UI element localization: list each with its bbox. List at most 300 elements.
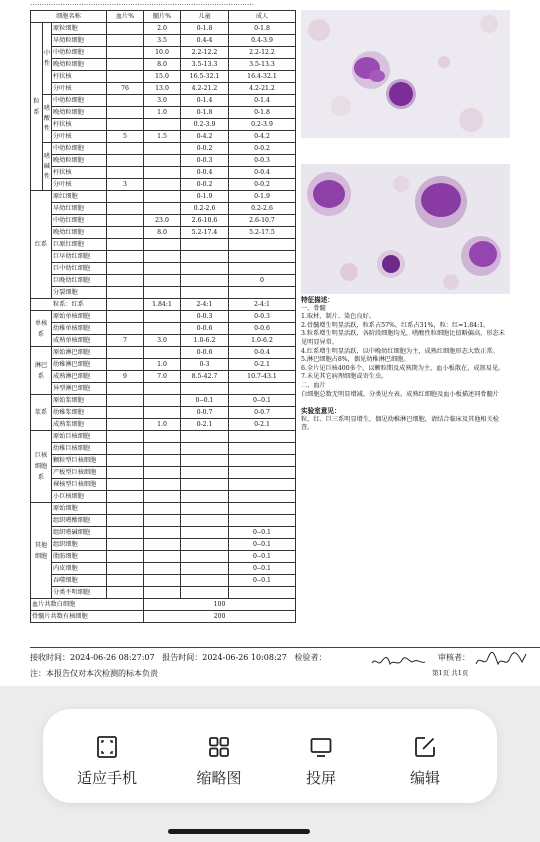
table-row bbox=[31, 83, 296, 95]
cell-value bbox=[107, 431, 144, 443]
cell-value bbox=[107, 215, 144, 227]
marrow-cell-image-1 bbox=[301, 10, 510, 138]
table-row bbox=[31, 131, 296, 143]
edit-button[interactable] bbox=[375, 709, 475, 803]
cell-value bbox=[107, 71, 144, 83]
cell-value: 1.0 bbox=[144, 107, 181, 119]
table-row bbox=[31, 203, 296, 215]
cell-value bbox=[107, 539, 144, 551]
table-row bbox=[31, 71, 296, 83]
cell-value: 8.5-42.7 bbox=[181, 371, 229, 383]
cell-value bbox=[229, 239, 296, 251]
table-row bbox=[31, 35, 296, 47]
cell-name: 巨早幼红细胞 bbox=[52, 251, 107, 263]
table-row bbox=[31, 47, 296, 59]
cell-value: 5.2-17.4 bbox=[181, 227, 229, 239]
cell-name: 晚幼粒细胞 bbox=[52, 155, 107, 167]
desc-line: 2.骨髓增生明显活跃，粒系占57%，红系占31%，粒：红=1.84:1。 bbox=[301, 321, 490, 329]
table-row bbox=[31, 431, 296, 443]
cell-name: 脂肪细胞 bbox=[52, 551, 107, 563]
cell-value bbox=[107, 527, 144, 539]
opinion-title: 实验室意见： bbox=[301, 407, 341, 416]
fit-screen-icon bbox=[95, 735, 119, 759]
cell-value: 0-0.4 bbox=[229, 347, 296, 359]
table-row bbox=[31, 443, 296, 455]
cell-value bbox=[144, 179, 181, 191]
cell-value bbox=[144, 395, 181, 407]
table-row bbox=[31, 263, 296, 275]
feature-title: 特征描述： bbox=[301, 296, 334, 304]
auditor-signature bbox=[474, 650, 528, 676]
cell-value: 0 bbox=[229, 275, 296, 287]
cell-name: 原红细胞 bbox=[52, 191, 107, 203]
cell-value bbox=[107, 59, 144, 71]
cell-value bbox=[107, 239, 144, 251]
toolbar-label: 编辑 bbox=[409, 769, 440, 787]
cell-value bbox=[107, 503, 144, 515]
cell-value bbox=[181, 563, 229, 575]
cell-value bbox=[181, 491, 229, 503]
cell-value: 0--0.1 bbox=[181, 395, 229, 407]
cell-value bbox=[144, 167, 181, 179]
cell-value bbox=[107, 191, 144, 203]
cell-name: 杆状核 bbox=[52, 71, 107, 83]
thumbnail-button[interactable] bbox=[169, 709, 269, 803]
cell-value: 76 bbox=[107, 83, 144, 95]
cell-value bbox=[144, 551, 181, 563]
cell-value bbox=[229, 443, 296, 455]
col-header: 成人 bbox=[229, 11, 296, 23]
table-row bbox=[31, 527, 296, 539]
cell-value: 0-0.3 bbox=[181, 311, 229, 323]
cell-value: 0-0.2 bbox=[181, 179, 229, 191]
cell-value: 3.5-13.3 bbox=[229, 59, 296, 71]
cell-value: 0-0.4 bbox=[229, 167, 296, 179]
cell-name: 中幼粒细胞 bbox=[52, 95, 107, 107]
cell-value: 0-0.4 bbox=[181, 167, 229, 179]
cell-value: 0--0.1 bbox=[229, 539, 296, 551]
cell-name: 组织嗜酸细胞 bbox=[52, 515, 107, 527]
cell-value: 1.0-6.2 bbox=[229, 335, 296, 347]
table-total-row bbox=[31, 611, 296, 623]
cell-value bbox=[144, 443, 181, 455]
cell-name: 分叶核 bbox=[52, 179, 107, 191]
cell-name: 组织细胞 bbox=[52, 539, 107, 551]
cell-name: 杆状核 bbox=[52, 119, 107, 131]
cell-value bbox=[144, 539, 181, 551]
table-row bbox=[31, 503, 296, 515]
cell-value bbox=[229, 587, 296, 599]
cell-value bbox=[229, 467, 296, 479]
desc-line: 7.未见其它病理细胞或寄生虫。 bbox=[301, 373, 388, 381]
table-row bbox=[31, 155, 296, 167]
cell-value bbox=[144, 383, 181, 395]
cell-value bbox=[144, 251, 181, 263]
cell-value bbox=[107, 563, 144, 575]
cell-value: 0-4.2 bbox=[181, 131, 229, 143]
table-row bbox=[31, 491, 296, 503]
cell-name: 组织嗜碱细胞 bbox=[52, 527, 107, 539]
cell-value bbox=[107, 323, 144, 335]
cell-value bbox=[144, 491, 181, 503]
toolbar-label: 缩略图 bbox=[196, 769, 242, 787]
cell-value bbox=[181, 479, 229, 491]
cell-name: 原始细胞 bbox=[52, 503, 107, 515]
cell-value: 0-0.6 bbox=[181, 347, 229, 359]
cell-value bbox=[107, 95, 144, 107]
cell-value bbox=[144, 455, 181, 467]
subgroup-label: 嗜碱性 bbox=[43, 143, 52, 191]
cell-value bbox=[107, 479, 144, 491]
table-row bbox=[31, 95, 296, 107]
cell-value bbox=[144, 515, 181, 527]
cell-name: 分叶核 bbox=[52, 131, 107, 143]
cell-name: 分类不明细胞 bbox=[52, 587, 107, 599]
footer-note: 注：本报告仅对本次检测的标本负责 bbox=[30, 669, 158, 678]
cell-value: 0.4-4 bbox=[181, 35, 229, 47]
cell-value: 0-2.1 bbox=[229, 419, 296, 431]
cell-value: 0-0.3 bbox=[229, 311, 296, 323]
table-row bbox=[31, 455, 296, 467]
table-row bbox=[31, 251, 296, 263]
cell-value bbox=[229, 479, 296, 491]
cell-value bbox=[144, 479, 181, 491]
cell-value: 0.2-2.6 bbox=[181, 203, 229, 215]
cell-value bbox=[107, 203, 144, 215]
cell-value: 2.2-12.2 bbox=[229, 47, 296, 59]
cell-value bbox=[229, 455, 296, 467]
cell-value: 7 bbox=[107, 335, 144, 347]
cell-value: 0-0.6 bbox=[181, 323, 229, 335]
table-row bbox=[31, 23, 296, 35]
cell-name: 早幼红细胞 bbox=[52, 203, 107, 215]
bottom-toolbar bbox=[43, 709, 497, 803]
table-row bbox=[31, 227, 296, 239]
toolbar-label: 适应手机 bbox=[76, 769, 137, 787]
cell-value: 0-0.7 bbox=[229, 407, 296, 419]
desc-line: 5.淋巴细胞占8%，偶见幼稚淋巴细胞。 bbox=[301, 356, 410, 364]
cell-value bbox=[181, 455, 229, 467]
cell-name: 粒系：红系 bbox=[31, 299, 107, 311]
cell-value: 0.2-2.6 bbox=[229, 203, 296, 215]
cell-value: 0--0.1 bbox=[229, 575, 296, 587]
page-info: 第1页 共1页 bbox=[432, 669, 469, 677]
table-total-row bbox=[31, 599, 296, 611]
cell-name: 巨中幼红细胞 bbox=[52, 263, 107, 275]
cell-name: 原粒细胞 bbox=[52, 23, 107, 35]
table-row bbox=[31, 407, 296, 419]
cell-value bbox=[144, 239, 181, 251]
cell-value: 0-0.2 bbox=[181, 143, 229, 155]
table-row bbox=[31, 191, 296, 203]
cell-value bbox=[229, 251, 296, 263]
cell-name: 吞噬细胞 bbox=[52, 575, 107, 587]
table-row bbox=[31, 587, 296, 599]
cell-value: 0.4-3.9 bbox=[229, 35, 296, 47]
cell-value: 0--0.1 bbox=[229, 563, 296, 575]
cell-value bbox=[107, 467, 144, 479]
cell-value bbox=[107, 395, 144, 407]
cell-value: 0-0.2 bbox=[229, 179, 296, 191]
cell-value bbox=[181, 239, 229, 251]
cell-value: 1.84:1 bbox=[144, 299, 181, 311]
cell-value bbox=[107, 35, 144, 47]
cell-value: 9 bbox=[107, 371, 144, 383]
desc-line: 4.红系增生明显活跃，以中晚幼红细胞为主，成熟红细胞形态大致正常。 bbox=[301, 347, 499, 355]
table-row bbox=[31, 575, 296, 587]
table-header-row bbox=[31, 11, 296, 23]
cell-name: 原始淋巴细胞 bbox=[52, 347, 107, 359]
cell-value bbox=[107, 47, 144, 59]
cell-name: 成熟浆细胞 bbox=[52, 419, 107, 431]
cell-value bbox=[181, 503, 229, 515]
cell-value bbox=[181, 383, 229, 395]
cell-value bbox=[107, 107, 144, 119]
receive-label: 接收时间： bbox=[30, 653, 70, 662]
cell-value bbox=[181, 551, 229, 563]
cell-value: 3.5-13.3 bbox=[181, 59, 229, 71]
cell-value: 0.2-3.9 bbox=[181, 119, 229, 131]
header-cut-text: …………………………………………………………………………………… bbox=[30, 0, 254, 6]
cell-value: 0-0.3 bbox=[229, 155, 296, 167]
opinion-text: 粒、红、巨三系明显增生，偶见幼稚淋巴细胞，请结合临床及其他相关检查。 bbox=[301, 415, 499, 432]
subgroup-label: 中性 bbox=[43, 23, 52, 95]
cell-value bbox=[229, 503, 296, 515]
group-label: 其他细胞 bbox=[31, 503, 52, 599]
total-value: 100 bbox=[144, 599, 296, 611]
cell-name: 原始巨核细胞 bbox=[52, 431, 107, 443]
cell-name: 裸核型巨核细胞 bbox=[52, 479, 107, 491]
footer-times bbox=[30, 652, 327, 663]
table-row bbox=[31, 419, 296, 431]
cell-value: 1.5 bbox=[144, 131, 181, 143]
cell-value: 0-0.7 bbox=[181, 407, 229, 419]
table-row bbox=[31, 311, 296, 323]
toolbar-label: 投屏 bbox=[305, 769, 336, 787]
cell-value: 1.0 bbox=[144, 359, 181, 371]
cell-value bbox=[144, 587, 181, 599]
cell-value: 2.6-10.7 bbox=[229, 215, 296, 227]
cell-name: 晚幼红细胞 bbox=[52, 227, 107, 239]
cell-value bbox=[229, 383, 296, 395]
table-row bbox=[31, 539, 296, 551]
cell-value bbox=[144, 203, 181, 215]
fit-phone-button[interactable] bbox=[57, 709, 157, 803]
cell-value bbox=[107, 143, 144, 155]
desc-line: 二、血片 bbox=[301, 381, 326, 389]
cell-value: 5 bbox=[107, 131, 144, 143]
cell-value bbox=[144, 347, 181, 359]
cell-value: 0--0.1 bbox=[229, 551, 296, 563]
cell-value: 0--0.1 bbox=[229, 527, 296, 539]
cell-value: 0-4.2 bbox=[229, 131, 296, 143]
cell-value: 7.0 bbox=[144, 371, 181, 383]
cell-value: 16.4-32.1 bbox=[229, 71, 296, 83]
cell-value: 10.7-43.1 bbox=[229, 371, 296, 383]
table-row bbox=[31, 395, 296, 407]
col-header: 髓片% bbox=[144, 11, 181, 23]
cell-value bbox=[107, 287, 144, 299]
cell-value bbox=[144, 263, 181, 275]
report-label: 报告时间： bbox=[162, 653, 203, 662]
cell-value: 0--0.1 bbox=[229, 395, 296, 407]
table-row bbox=[31, 563, 296, 575]
col-header: 细胞名称 bbox=[31, 11, 107, 23]
cell-value bbox=[107, 575, 144, 587]
cell-value: 2.2-12.2 bbox=[181, 47, 229, 59]
cast-screen-button[interactable] bbox=[271, 709, 371, 803]
examiner-label: 检验者： bbox=[294, 653, 327, 662]
cell-value bbox=[144, 503, 181, 515]
cell-value: 2-4:1 bbox=[181, 299, 229, 311]
cell-value bbox=[144, 119, 181, 131]
report-time: 2024-06-26 10:08:27 bbox=[202, 653, 287, 662]
cell-value: 0-0.3 bbox=[181, 155, 229, 167]
cell-value bbox=[107, 227, 144, 239]
table-row bbox=[31, 479, 296, 491]
cell-value: 0.2-3.9 bbox=[229, 119, 296, 131]
cell-value bbox=[107, 359, 144, 371]
cell-value: 10.0 bbox=[144, 47, 181, 59]
table-row bbox=[31, 323, 296, 335]
cell-name: 分叶核 bbox=[52, 83, 107, 95]
cell-value bbox=[144, 311, 181, 323]
marrow-cell-image-2 bbox=[301, 164, 510, 294]
cell-value: 0-2.1 bbox=[229, 359, 296, 371]
desc-line: 一、骨髓 bbox=[301, 304, 326, 312]
cell-value: 0-1.9 bbox=[229, 191, 296, 203]
cell-value: 0-1.8 bbox=[181, 23, 229, 35]
cell-value bbox=[181, 515, 229, 527]
cell-value bbox=[144, 275, 181, 287]
table-row bbox=[31, 287, 296, 299]
cell-value bbox=[144, 431, 181, 443]
table-row bbox=[31, 179, 296, 191]
cell-value bbox=[229, 491, 296, 503]
cell-value bbox=[181, 539, 229, 551]
cell-value bbox=[181, 587, 229, 599]
col-header: 血片% bbox=[107, 11, 144, 23]
cell-name: 中幼红细胞 bbox=[52, 215, 107, 227]
table-row bbox=[31, 371, 296, 383]
table-row bbox=[31, 215, 296, 227]
cell-value: 1.0 bbox=[144, 419, 181, 431]
edit-icon bbox=[413, 735, 437, 759]
group-label: 淋巴系 bbox=[31, 347, 52, 395]
cell-value bbox=[144, 407, 181, 419]
desc-line: 6.全片见巨核400多个，以颗粒期及成熟期为主，血小板散在，成簇易见。 bbox=[301, 364, 505, 372]
table-row bbox=[31, 299, 296, 311]
cell-value: 0-2.1 bbox=[181, 419, 229, 431]
total-value: 200 bbox=[144, 611, 296, 623]
cell-value: 13.0 bbox=[144, 83, 181, 95]
cell-name: 巨晚幼红细胞 bbox=[52, 275, 107, 287]
cell-value bbox=[229, 287, 296, 299]
cell-value: 0-1.8 bbox=[229, 107, 296, 119]
cell-value: 4.2-21.2 bbox=[181, 83, 229, 95]
footer-divider bbox=[30, 647, 540, 648]
cell-name: 幼稚巨核细胞 bbox=[52, 443, 107, 455]
cell-name: 中幼粒细胞 bbox=[52, 47, 107, 59]
cell-value: 1.0-6.2 bbox=[181, 335, 229, 347]
table-row bbox=[31, 239, 296, 251]
cell-value bbox=[181, 431, 229, 443]
cell-value bbox=[181, 467, 229, 479]
description-panel bbox=[301, 296, 509, 433]
group-label: 巨核细胞系 bbox=[31, 431, 52, 503]
table-row bbox=[31, 347, 296, 359]
cell-value: 3.0 bbox=[144, 95, 181, 107]
cell-value: 0-1.4 bbox=[229, 95, 296, 107]
cell-value bbox=[144, 467, 181, 479]
cell-value: 2.0 bbox=[144, 23, 181, 35]
cell-name: 产板型巨核细胞 bbox=[52, 467, 107, 479]
home-indicator[interactable] bbox=[168, 829, 310, 834]
total-label: 血片共数白细胞 bbox=[31, 599, 144, 611]
cell-value bbox=[181, 263, 229, 275]
cell-name: 成熟淋巴细胞 bbox=[52, 371, 107, 383]
group-label: 红系 bbox=[31, 191, 52, 299]
cell-value bbox=[107, 491, 144, 503]
cell-value bbox=[107, 119, 144, 131]
cell-value: 0-1.8 bbox=[181, 107, 229, 119]
cell-value: 8.0 bbox=[144, 227, 181, 239]
col-header: 儿童 bbox=[181, 11, 229, 23]
table-row bbox=[31, 167, 296, 179]
cell-value bbox=[107, 443, 144, 455]
cell-value bbox=[107, 587, 144, 599]
receive-time: 2024-06-26 08:27:07 bbox=[70, 653, 155, 662]
cell-value bbox=[181, 275, 229, 287]
cell-name: 异型淋巴细胞 bbox=[52, 383, 107, 395]
cell-value: 0-0.2 bbox=[229, 143, 296, 155]
cell-value bbox=[107, 515, 144, 527]
cell-value bbox=[107, 299, 144, 311]
cell-value bbox=[144, 323, 181, 335]
cell-value bbox=[107, 155, 144, 167]
table-row bbox=[31, 467, 296, 479]
cell-value bbox=[107, 275, 144, 287]
cell-value bbox=[107, 455, 144, 467]
cell-value bbox=[144, 143, 181, 155]
cell-value: 3.5 bbox=[144, 35, 181, 47]
cell-value bbox=[107, 167, 144, 179]
cell-value bbox=[229, 515, 296, 527]
group-label: 浆系 bbox=[31, 395, 52, 431]
cell-value bbox=[229, 263, 296, 275]
cell-value: 0-1.9 bbox=[181, 191, 229, 203]
table-row bbox=[31, 335, 296, 347]
cell-name: 颗粒型巨核细胞 bbox=[52, 455, 107, 467]
table-row bbox=[31, 383, 296, 395]
cell-value bbox=[144, 563, 181, 575]
cell-name: 小巨核细胞 bbox=[52, 491, 107, 503]
cell-value: 16.5-32.1 bbox=[181, 71, 229, 83]
cell-name: 幼稚浆细胞 bbox=[52, 407, 107, 419]
cell-value bbox=[107, 263, 144, 275]
cell-value: 4.2-21.2 bbox=[229, 83, 296, 95]
total-label: 骨髓片共数有核细胞 bbox=[31, 611, 144, 623]
cell-value: 3.0 bbox=[144, 335, 181, 347]
cell-value bbox=[144, 191, 181, 203]
cell-value bbox=[107, 383, 144, 395]
cell-value: 0-3 bbox=[181, 359, 229, 371]
cell-name: 晚幼粒细胞 bbox=[52, 59, 107, 71]
group-label: 单核系 bbox=[31, 311, 52, 347]
cell-name: 巨原红细胞 bbox=[52, 239, 107, 251]
cell-value bbox=[107, 407, 144, 419]
cell-value bbox=[181, 527, 229, 539]
